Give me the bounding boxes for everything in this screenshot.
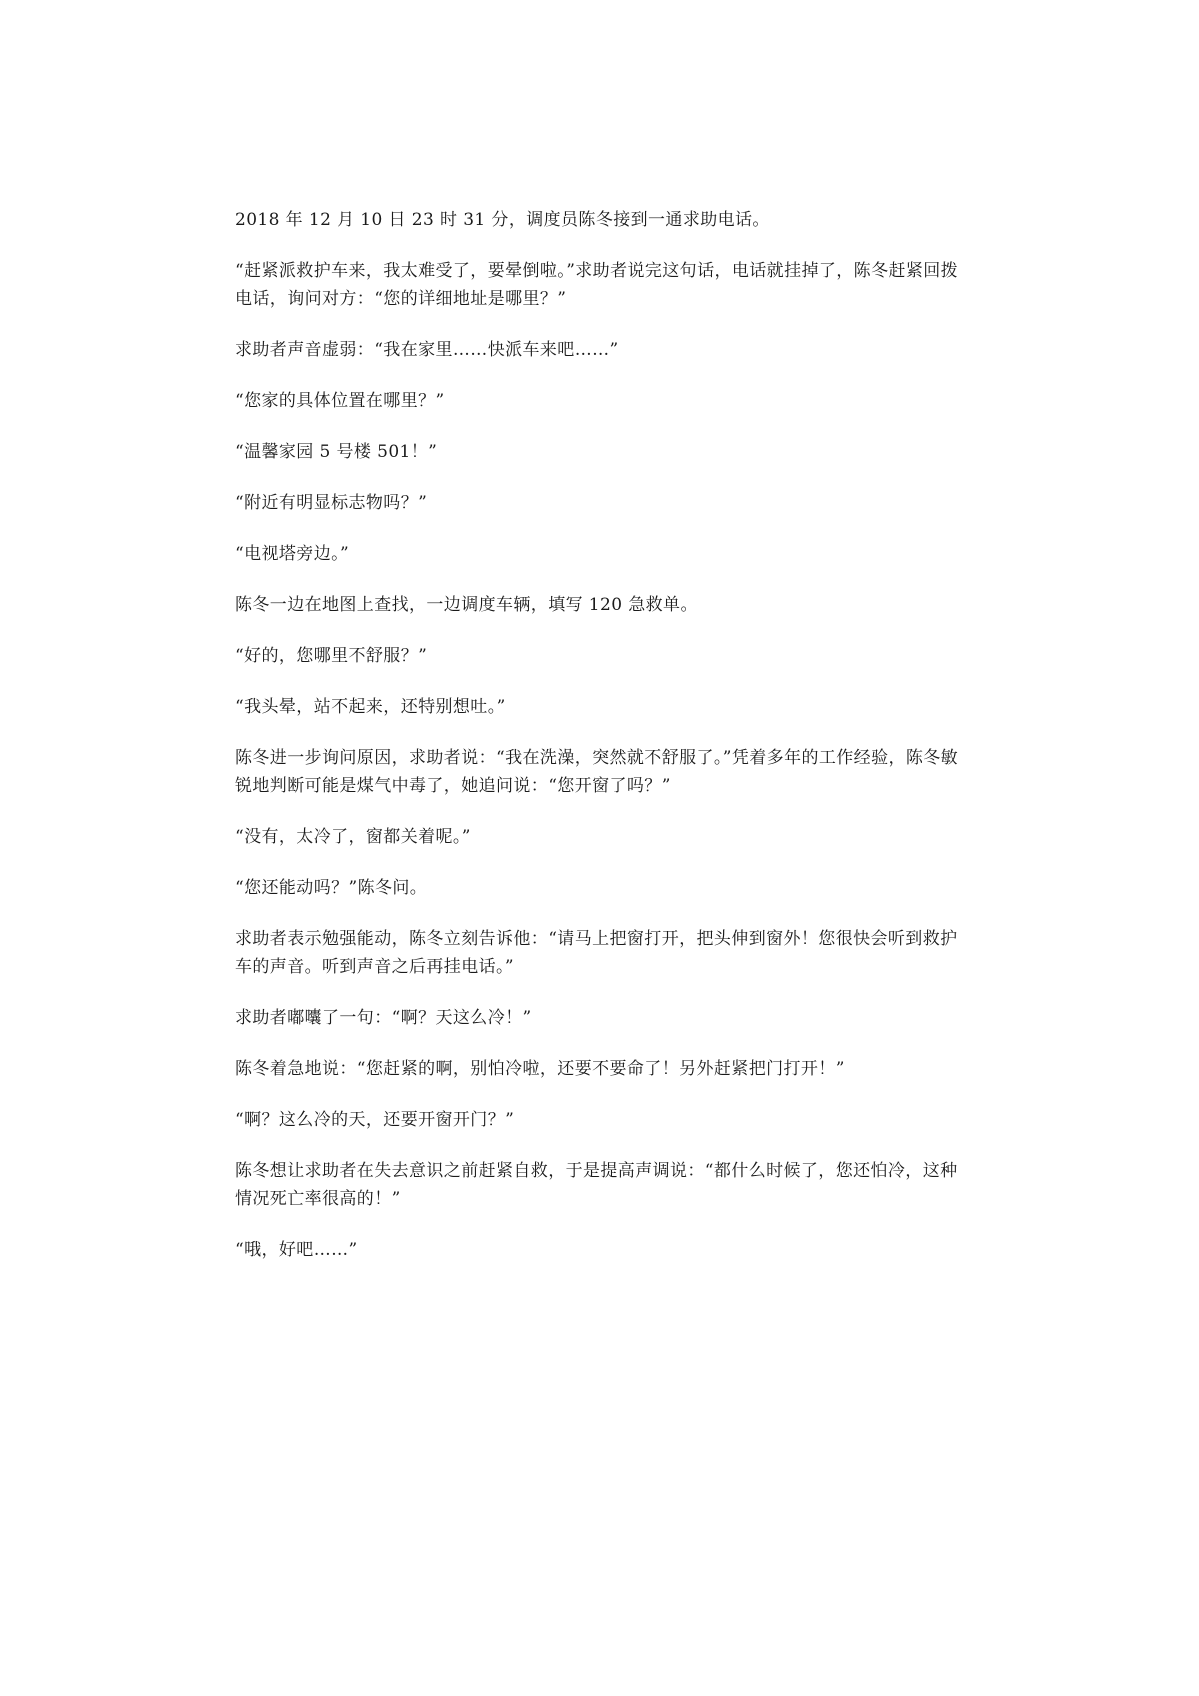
- paragraph-11: 陈冬进一步询问原因，求助者说：“我在洗澡，突然就不舒服了。”凭着多年的工作经验，陈冬敏锐地判断可能是煤气中毒了，她追问说：“您开窗了吗？”: [235, 748, 959, 796]
- paragraph-13: “您还能动吗？”陈冬问。: [235, 878, 428, 898]
- paragraph-10: “我头晕，站不起来，还特别想吐。”: [235, 697, 506, 717]
- paragraph-19: “哦，好吧……”: [235, 1240, 358, 1260]
- paragraph-12: “没有，太冷了，窗都关着呢。”: [235, 827, 471, 847]
- paragraph-18: 陈冬想让求助者在失去意识之前赶紧自救，于是提高声调说：“都什么时候了，您还怕冷，这种情况死亡率很高的！”: [235, 1161, 958, 1209]
- paragraph-16: 陈冬着急地说：“您赶紧的啊，别怕冷啦，还要不要命了！另外赶紧把门打开！”: [235, 1059, 845, 1079]
- paragraph-14: 求助者表示勉强能动，陈冬立刻告诉他：“请马上把窗打开，把头伸到窗外！您很快会听到救护车的声音。听到声音之后再挂电话。”: [235, 929, 958, 977]
- paragraph-1: 2018 年 12 月 10 日 23 时 31 分，调度员陈冬接到一通求助电话。: [235, 210, 770, 230]
- document-body: [235, 206, 965, 1287]
- paragraph-17: “啊？这么冷的天，还要开窗开门？”: [235, 1110, 515, 1130]
- paragraph-15: 求助者嘟囔了一句：“啊？天这么冷！”: [235, 1008, 532, 1028]
- paragraph-9: “好的，您哪里不舒服？”: [235, 646, 428, 666]
- paragraph-3: 求助者声音虚弱：“我在家里……快派车来吧……”: [235, 340, 619, 360]
- paragraph-4: “您家的具体位置在哪里？”: [235, 391, 445, 411]
- paragraph-6: “附近有明显标志物吗？”: [235, 493, 428, 513]
- paragraph-7: “电视塔旁边。”: [235, 544, 350, 564]
- paragraph-5: “温馨家园 5 号楼 501！”: [235, 442, 438, 462]
- paragraph-2: “赶紧派救护车来，我太难受了，要晕倒啦。”求助者说完这句话，电话就挂掉了，陈冬赶紧回拨电话，询问对方：“您的详细地址是哪里？”: [235, 261, 959, 309]
- paragraph-8: 陈冬一边在地图上查找，一边调度车辆，填写 120 急救单。: [235, 595, 698, 615]
